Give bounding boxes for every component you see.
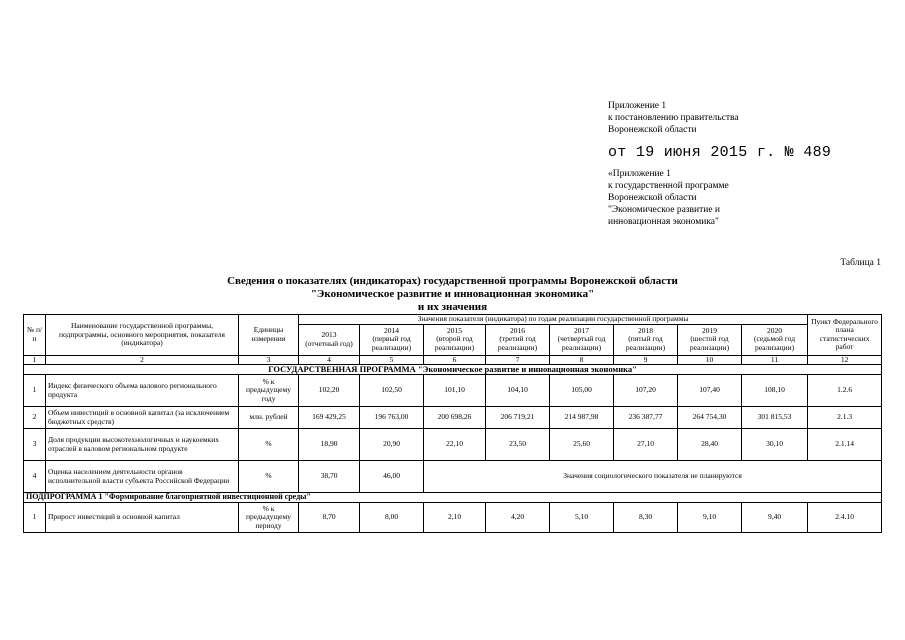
row-value: 23,50 — [486, 429, 550, 461]
row-unit: % — [239, 461, 299, 493]
column-number: 11 — [742, 355, 808, 365]
subprogram-title: ПОДПРОГРАММА 1 "Формирование благоприятной инвестиционной среды" — [24, 493, 882, 503]
table-row — [24, 375, 882, 407]
appendix-header — [608, 100, 831, 228]
year-desc: (четвертый год реализации) — [557, 334, 606, 352]
header-year — [550, 324, 614, 355]
row-value: 30,10 — [742, 429, 808, 461]
row-unit: % — [239, 429, 299, 461]
table-label: Таблица 1 — [840, 258, 881, 268]
column-number-row — [24, 355, 882, 365]
header-year — [360, 324, 424, 355]
indicators-table — [23, 314, 882, 533]
column-number: 2 — [46, 355, 239, 365]
row-value: 46,00 — [360, 461, 424, 493]
title-line: "Экономическое развитие и инновационная экономика" — [310, 288, 595, 300]
header-year — [299, 324, 360, 355]
row-value: 102,50 — [360, 375, 424, 407]
row-name: Оценка населением деятельности органов исполнительной власти субъекта Российской Федерации — [46, 461, 239, 493]
year-desc: (отчетный год) — [305, 338, 353, 348]
table-row — [24, 429, 882, 461]
header-year — [614, 324, 678, 355]
row-name: Индекс физического объема валового регионального продукта — [46, 375, 239, 407]
row-name: Доля продукции высокотехнологичных и наукоемких отраслей в валовом региональном продукте — [46, 429, 239, 461]
column-number: 5 — [360, 355, 424, 365]
column-number: 8 — [550, 355, 614, 365]
year-desc: (шестой год реализации) — [689, 334, 730, 352]
header-num: № п/п — [24, 315, 46, 356]
column-number: 4 — [299, 355, 360, 365]
row-value: 28,40 — [678, 429, 742, 461]
row-value: 107,40 — [678, 375, 742, 407]
row-value: 18,90 — [299, 429, 360, 461]
row-value: 20,90 — [360, 429, 424, 461]
year-label: 2019 — [702, 325, 717, 335]
row-value: 108,10 — [742, 375, 808, 407]
header-values: Значения показателя (индикатора) по годам реализации государственной программы — [299, 315, 808, 325]
row-value: 5,10 — [550, 503, 614, 533]
row-value: 105,00 — [550, 375, 614, 407]
row-plan-point: 2.1.3 — [808, 407, 882, 429]
row-value: 200 698,26 — [424, 407, 486, 429]
row-value: 236 387,77 — [614, 407, 678, 429]
resolution-date: от 19 июня 2015 г. № 489 — [608, 144, 832, 161]
row-value: 8,30 — [614, 503, 678, 533]
header-plan-point: Пункт Федерального плана статистических работ — [808, 315, 882, 356]
table-row — [24, 461, 882, 493]
row-value: 206 719,21 — [486, 407, 550, 429]
title-line: и их значения — [417, 301, 488, 313]
year-desc: (первый год реализации) — [371, 334, 412, 352]
column-number: 10 — [678, 355, 742, 365]
table-row — [24, 503, 882, 533]
column-number: 9 — [614, 355, 678, 365]
row-value: 107,20 — [614, 375, 678, 407]
year-label: 2013 — [321, 330, 337, 339]
column-number: 6 — [424, 355, 486, 365]
year-desc: (третий год реализации) — [497, 334, 538, 352]
appendix-line: Воронежской области — [608, 125, 697, 135]
row-value: 214 987,98 — [550, 407, 614, 429]
appendix-line: к постановлению правительства — [608, 113, 739, 123]
header-year — [486, 324, 550, 355]
row-plan-point: 1.2.6 — [808, 375, 882, 407]
row-unit: % к предыдущему периоду — [239, 503, 299, 533]
row-unit: млн. рублей — [239, 407, 299, 429]
header-year — [678, 324, 742, 355]
row-value: 196 763,00 — [360, 407, 424, 429]
row-value: 301 815,53 — [742, 407, 808, 429]
row-value: 22,10 — [424, 429, 486, 461]
row-name: Объем инвестиций в основной капитал (за исключением бюджетных средств) — [46, 407, 239, 429]
title-line: Сведения о показателях (индикаторах) государственной программы Воронежской области — [227, 275, 678, 287]
header-year — [424, 324, 486, 355]
column-number: 7 — [486, 355, 550, 365]
appendix-line: инновационная экономика" — [608, 217, 719, 227]
year-desc: (седьмой год реализации) — [754, 334, 796, 352]
row-value: 38,70 — [299, 461, 360, 493]
column-number: 1 — [24, 355, 46, 365]
program-section-title: ГОСУДАРСТВЕННАЯ ПРОГРАММА "Экономическое развитие и инновационная экономика" — [24, 365, 882, 375]
year-label: 2016 — [510, 325, 525, 335]
year-label: 2020 — [767, 325, 783, 335]
appendix-line: "Экономическое развитие и — [608, 205, 721, 215]
row-name: Прирост инвестиций в основной капитал — [46, 503, 239, 533]
row-value: 27,10 — [614, 429, 678, 461]
row-value: 101,10 — [424, 375, 486, 407]
appendix-line: Воронежской области — [608, 193, 697, 203]
row-value: 25,60 — [550, 429, 614, 461]
row-plan-point: 2.4.10 — [808, 503, 882, 533]
column-number: 3 — [239, 355, 299, 365]
row-value: 9,10 — [678, 503, 742, 533]
appendix-line: «Приложение 1 — [608, 169, 671, 179]
row-value: 9,40 — [742, 503, 808, 533]
row-note: Значения социологического показателя не планируются — [424, 461, 882, 493]
row-unit: % к предыдущему году — [239, 375, 299, 407]
header-year — [742, 324, 808, 355]
column-number: 12 — [808, 355, 882, 365]
row-num: 4 — [24, 461, 46, 493]
table-row — [24, 407, 882, 429]
year-label: 2015 — [447, 325, 462, 335]
appendix-line: Приложение 1 — [608, 101, 667, 111]
row-num: 3 — [24, 429, 46, 461]
header-unit: Единицы измерения — [239, 315, 299, 356]
year-label: 2017 — [574, 325, 589, 335]
document-title — [0, 275, 905, 314]
row-plan-point: 2.1.14 — [808, 429, 882, 461]
row-value: 169 429,25 — [299, 407, 360, 429]
row-value: 102,20 — [299, 375, 360, 407]
row-value: 264 754,30 — [678, 407, 742, 429]
year-desc: (пятый год реализации) — [625, 334, 666, 352]
year-desc: (второй год реализации) — [434, 334, 475, 352]
row-value: 8,00 — [360, 503, 424, 533]
year-label: 2018 — [638, 325, 653, 335]
row-value: 4,20 — [486, 503, 550, 533]
row-num: 2 — [24, 407, 46, 429]
header-name: Наименование государственной программы, подпрограммы, основного мероприятия, показателя (индикатора) — [46, 315, 239, 356]
appendix-line: к государственной программе — [608, 181, 729, 191]
row-num: 1 — [24, 375, 46, 407]
row-value: 8,70 — [299, 503, 360, 533]
year-label: 2014 — [384, 325, 399, 335]
row-value: 2,10 — [424, 503, 486, 533]
row-num: 1 — [24, 503, 46, 533]
row-value: 104,10 — [486, 375, 550, 407]
